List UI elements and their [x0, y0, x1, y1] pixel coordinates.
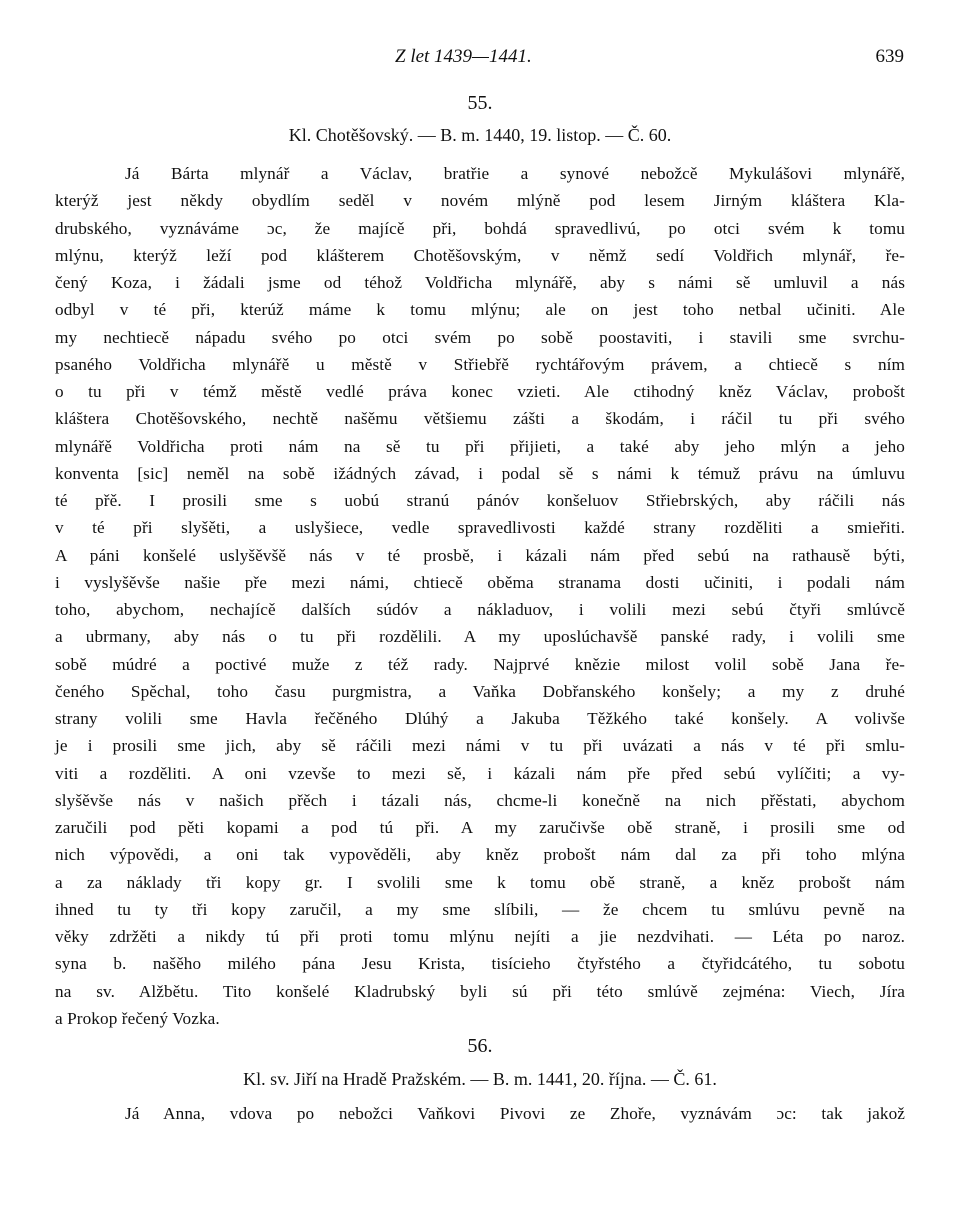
- text-line: slyšěvše nás v našich přěch i tázali nás, chcme-li konečně na nich přěstati, abychom: [55, 790, 905, 810]
- text-line: zaručili pod pěti kopami a pod tú při. A my zaručivše obě straně, i prosili sme od: [55, 818, 905, 837]
- text-line: konventa [sic] neměl na sobě ižádných závad, i podal sě s námi k témuž právu na úmluvu: [55, 463, 905, 483]
- text-line: viti a rozděliti. A oni vzevše to mezi sě, i kázali nám pře před sebú vylíčiti; a vy-: [55, 763, 905, 783]
- text-line: a za náklady tři kopy gr. I svolili sme k tomu obě straně, a kněz probošt nám: [55, 872, 905, 892]
- text-line: i vyslyšěvše našie pře mezi námi, chtiecě oběma stranama dosti učiniti, i podali nám: [55, 572, 905, 592]
- text-line: Já Bárta mlynář a Václav, bratřie a synové nebožcě Mykulášovi mlynářě,: [125, 164, 905, 183]
- document-body: [55, 1100, 905, 1127]
- text-line: Já Anna, vdova po nebožci Vaňkovi Pivovi ze Zhoře, vyznávám ɔc: tak jakož: [125, 1104, 905, 1123]
- running-head: Z let 1439—1441.: [395, 46, 532, 67]
- text-line: mlýnu, kterýž leží pod klášterem Chotěšovským, v němž sedí Voldřich mlynář, ře-: [55, 245, 905, 265]
- document-number: 55.: [467, 92, 493, 114]
- text-line: a ubrmany, aby nás o tu při rozdělili. A my uposlúchavšě panské rady, i volili sme: [55, 627, 905, 647]
- text-line: A páni konšelé uslyšěvšě nás v té prosbě, i kázali nám před sebú na rathausě býti,: [55, 545, 905, 565]
- text-line: my nechtiecě nápadu svého po otci svém po sobě poostaviti, i stavili sme svrchu-: [55, 327, 905, 347]
- text-line: kterýž jest někdy obydlím seděl v novém mlýně pod lesem Jirným kláštera Kla-: [55, 191, 905, 211]
- text-line: je i prosili sme jich, aby sě ráčili mezi námi v tu při uvázati a nás v té při smlu-: [55, 736, 905, 756]
- text-line: sobě múdré a poctivé muže z též rady. Najprvé knězie milost volil sobě Jana ře-: [55, 654, 905, 674]
- text-line: kláštera Chotěšovského, nechtě našěmu většiemu zášti a škodám, i ráčil tu při svého: [55, 409, 905, 429]
- text-line: čeného Spěchal, toho času purgmistra, a Vaňka Dobřanského konšely; a my z druhé: [55, 681, 905, 701]
- text-line: věky zdržěti a nikdy tú při proti tomu mlýnu nejíti a jie nezdvihati. — Léta po naroz.: [55, 927, 905, 946]
- text-line: ihned tu ty tři kopy zaručil, a my sme slíbili, — že chcem tu smlúvu pevně na: [55, 899, 905, 919]
- text-line: té přě. I prosili sme s uobú stranú pánóv konšeluov Střiebrských, aby ráčili nás: [55, 491, 905, 510]
- text-line: čený Koza, i žádali jsme od téhož Voldřicha mlynářě, aby s námi sě umluvil a nás: [55, 273, 905, 292]
- text-line: odbyl v té při, kterúž máme k tomu mlýnu; ale on jest toho netbal učiniti. Ale: [55, 300, 905, 320]
- text-line: syna b. našěho milého pána Jesu Krista, tisícieho čtyřstého a čtyřidcátého, tu sobotu: [55, 954, 905, 974]
- document-heading: Kl. sv. Jiří na Hradě Pražském. — B. m. 1441, 20. října. — Č. 61.: [243, 1069, 717, 1089]
- document-body: [55, 160, 905, 1032]
- document-heading: Kl. Chotěšovský. — B. m. 1440, 19. listop. — Č. 60.: [288, 125, 672, 145]
- page-number: 639: [875, 46, 904, 67]
- text-line: a Prokop řečený Vozka.: [55, 1008, 220, 1028]
- text-line: v té při slyšěti, a uslyšiece, vedle spravedlivosti každé strany rozděliti a smieřiti.: [55, 518, 905, 538]
- text-line: o tu při v témž městě vedlé práva konec vzieti. Ale ctihodný kněz Václav, probošt: [55, 382, 905, 401]
- text-line: drubského, vyznáváme ɔc, že majícě při, bohdá spravedlivú, po otci svém k tomu: [55, 218, 905, 238]
- text-line: na sv. Alžbětu. Tito konšelé Kladrubský byli sú při této smlúvě zejména: Viech, Jíra: [55, 981, 905, 1001]
- document-number: 56.: [467, 1035, 493, 1057]
- text-line: toho, abychom, nechajícě dalších súdóv a nákladuov, i volili mezi sebú čtyři smlúvcě: [55, 600, 905, 619]
- text-line: mlynářě Voldřicha proti nám na sě tu při přijieti, a také aby jeho mlýn a jeho: [55, 436, 905, 456]
- text-line: psaného Voldřicha mlynářě u městě v Střiebřě rychtářovým právem, a chtiecě s ním: [55, 354, 905, 374]
- text-line: strany volili sme Havla řečěného Dlúhý a Jakuba Těžkého také konšely. A volivše: [55, 709, 905, 728]
- text-line: nich výpovědi, a oni tak vypověděli, aby kněz probošt nám dal za při toho mlýna: [55, 845, 905, 865]
